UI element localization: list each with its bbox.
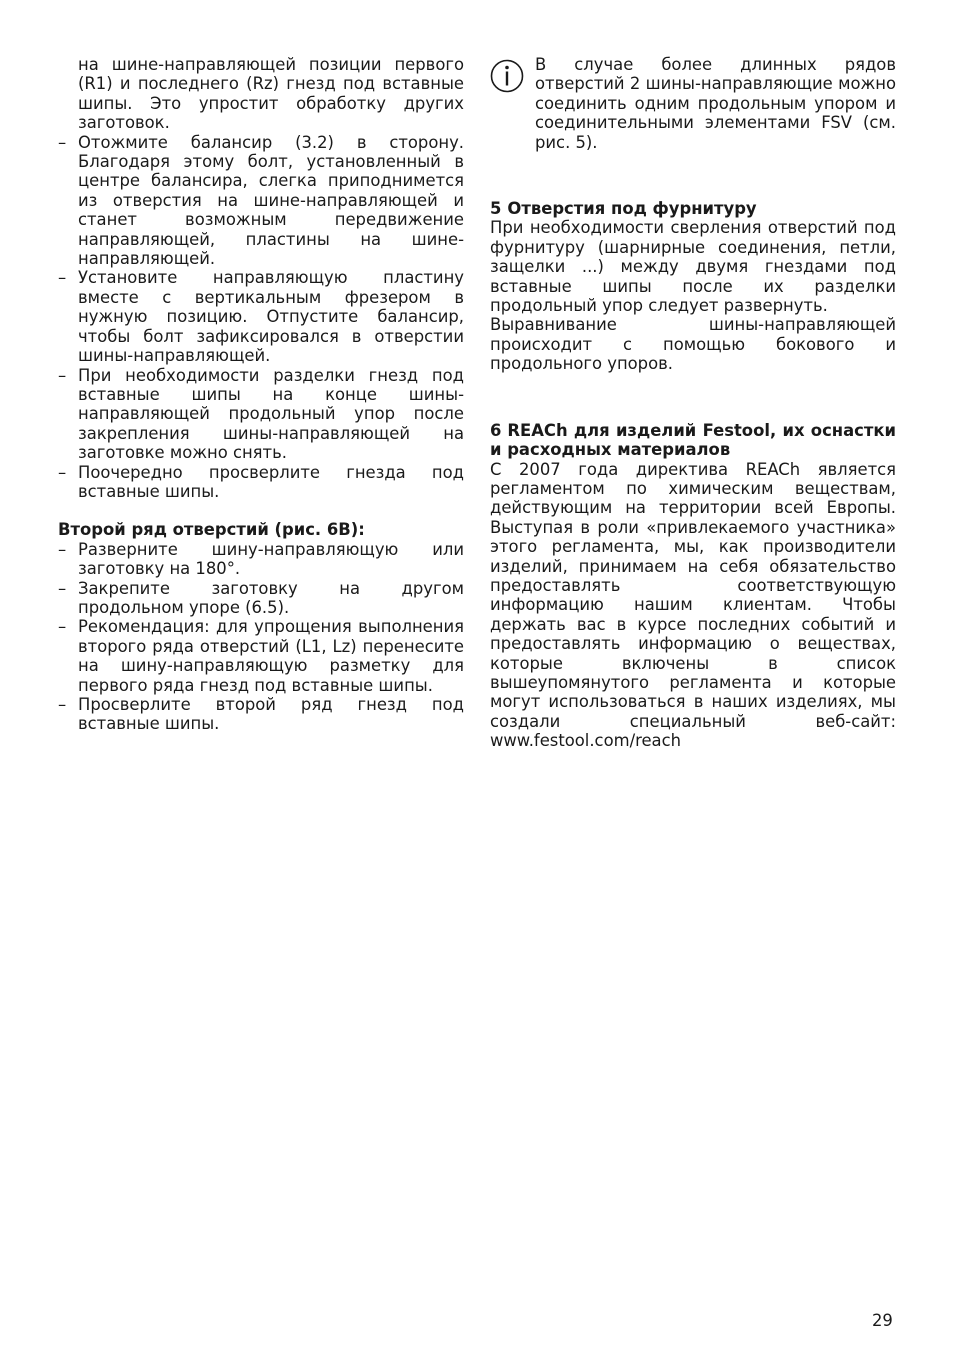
- info-icon: [490, 59, 524, 93]
- list-item: [58, 463, 464, 502]
- dash-marker: –: [58, 462, 67, 482]
- dash-marker: –: [58, 268, 67, 288]
- list-item-text: Установите направляющую пластину вместе с вертикальным фрезером в нужную позицию. Отпустите балансир, чтобы болт зафиксировался в отверстии шины-направляющей.: [78, 268, 464, 366]
- intro-continuation: на шине-направляющей позиции первого (R1) и последнего (Rz) гнезд под вставные шипы. Это упростит обработку других заготовок.: [78, 55, 464, 133]
- left-column: [58, 55, 464, 734]
- list-item-text: Отожмите балансир (3.2) в сторону. Благодаря этому болт, установленный в центре балансира, слегка приподнимется из отверстия на шине-направляющей и станет возможным передвижение направляющей, пластины на шине-направляющей.: [78, 132, 464, 269]
- list-item: [58, 268, 464, 365]
- list-item: [58, 579, 464, 618]
- list-item: [58, 133, 464, 269]
- list-item: [58, 617, 464, 695]
- section-number: 5: [490, 199, 502, 219]
- list-item-text: При необходимости разделки гнезд под вставные шипы на конце шины-направляющей продольный упор после закрепления шины-направляющей на заготовке можно снять.: [78, 365, 464, 463]
- dash-marker: –: [58, 132, 67, 152]
- second-row-heading: Второй ряд отверстий (рис. 6B):: [58, 520, 365, 540]
- info-note: [490, 55, 896, 152]
- dash-marker: –: [58, 617, 67, 637]
- list-item: [58, 366, 464, 463]
- dash-marker: –: [58, 365, 67, 385]
- section-number: 6: [490, 420, 502, 440]
- section-5-heading: [490, 199, 896, 218]
- list-item-text: Закрепите заготовку на другом продольном упоре (6.5).: [78, 578, 464, 617]
- section-title: REACh для изделий Festool, их оснастки и расходных материалов: [490, 420, 896, 460]
- list-item-text: Просверлите второй ряд гнезд под вставные шипы.: [78, 695, 464, 734]
- list-item-text: Рекомендация: для упрощения выполнения второго ряда отверстий (L1, Lz) перенесите на шину-направляющую разметку для первого ряда гнезд под вставные шипы.: [78, 617, 464, 695]
- section-5-paragraph-2: Выравнивание шины-направляющей происходит с помощью бокового и продольного упоров.: [490, 315, 896, 374]
- section-6-paragraph: С 2007 года директива REACh является регламентом по химическим веществам, действующим на территории всей Европы. Выступая в роли «привлекаемого участника» этого регламента, мы, как производители изделий, принимаем на себя обязательство предоставлять соответствующую информацию нашим клиентам. Чтобы держать вас в курсе последних событий и предоставлять информацию о веществах, которые включены в список вышеупомянутого регламента и которые могут использоваться в наших изделиях, мы создали специальный веб-сайт: www.festool.com/reach: [490, 459, 896, 751]
- note-text: В случае более длинных рядов отверстий 2 шины-направляющие можно соединить одним продольным упором и соединительными элементами FSV (см. рис. 5).: [535, 55, 896, 152]
- list-item-text: Разверните шину-направляющую или заготовку на 180°.: [78, 539, 464, 579]
- page-number: 29: [872, 1311, 893, 1330]
- dash-marker: –: [58, 695, 67, 714]
- list-item: [58, 695, 464, 734]
- list-item: [58, 540, 464, 579]
- section-6-heading: [490, 421, 896, 460]
- dash-marker: –: [58, 578, 67, 598]
- section-6: [490, 421, 896, 751]
- list-item-text: Поочередно просверлите гнезда под вставные шипы.: [78, 462, 464, 501]
- right-column: [490, 55, 896, 751]
- second-row-steps-list: [58, 540, 464, 734]
- dash-marker: –: [58, 539, 67, 559]
- section-title: Отверстия под фурнитуру: [507, 199, 757, 219]
- first-row-steps-list: [58, 133, 464, 502]
- section-5: [490, 199, 896, 374]
- section-5-paragraph-1: При необходимости сверления отверстий под фурнитуру (шарнирные соединения, петли, защелки ...) между двумя гнездами под вставные шипы после их разделки продольный упор следует развернуть.: [490, 218, 896, 316]
